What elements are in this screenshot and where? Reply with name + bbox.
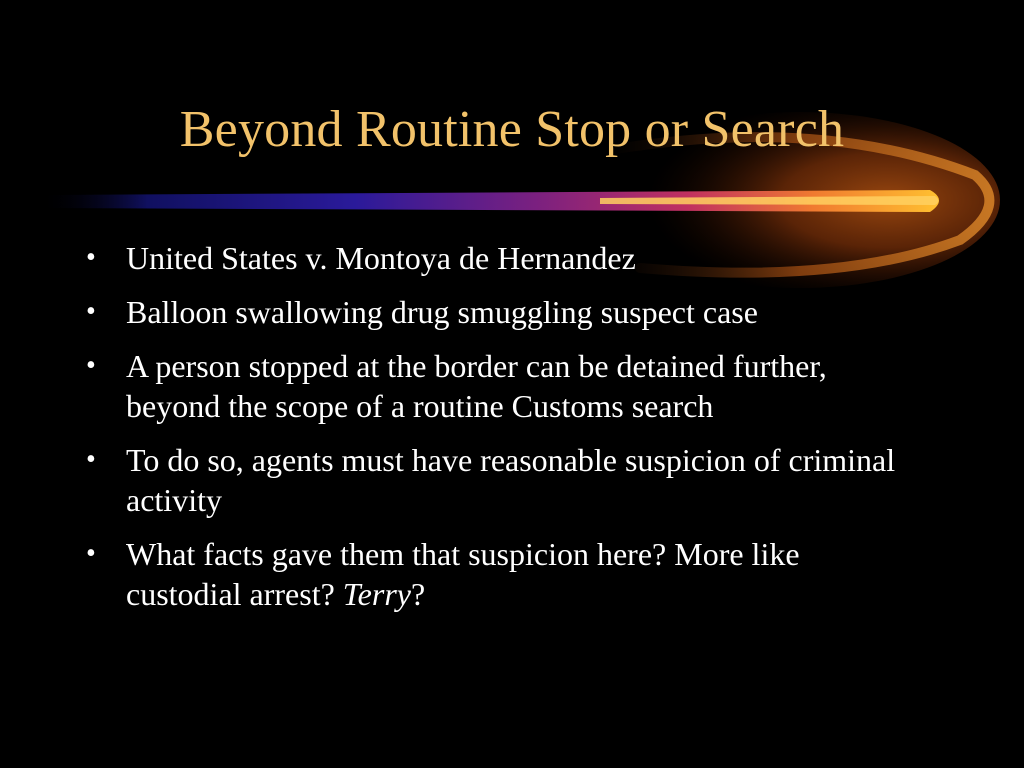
bullet-text-part: What facts gave them that suspicion here? More like custodial arrest? xyxy=(126,536,800,612)
bullet-item xyxy=(84,346,914,426)
bullet-list xyxy=(84,238,914,628)
bullet-icon: • xyxy=(86,538,96,569)
bullet-text xyxy=(126,536,800,612)
bullet-text: Balloon swallowing drug smuggling suspect case xyxy=(126,294,758,330)
case-name-italic: Terry xyxy=(342,576,411,612)
bullet-icon: • xyxy=(86,350,96,381)
bullet-text: United States v. Montoya de Hernandez xyxy=(126,240,636,276)
bullet-text: A person stopped at the border can be detained further, beyond the scope of a routine Customs search xyxy=(126,348,827,424)
slide-title: Beyond Routine Stop or Search xyxy=(179,101,845,158)
bullet-item xyxy=(84,534,914,614)
bullet-item xyxy=(84,238,914,278)
bullet-icon: • xyxy=(86,296,96,327)
bullet-icon: • xyxy=(86,444,96,475)
bullet-text: To do so, agents must have reasonable suspicion of criminal activity xyxy=(126,442,896,518)
bullet-icon: • xyxy=(86,242,96,273)
bullet-item xyxy=(84,292,914,332)
bullet-item xyxy=(84,440,914,520)
bullet-text-part: ? xyxy=(410,576,426,612)
